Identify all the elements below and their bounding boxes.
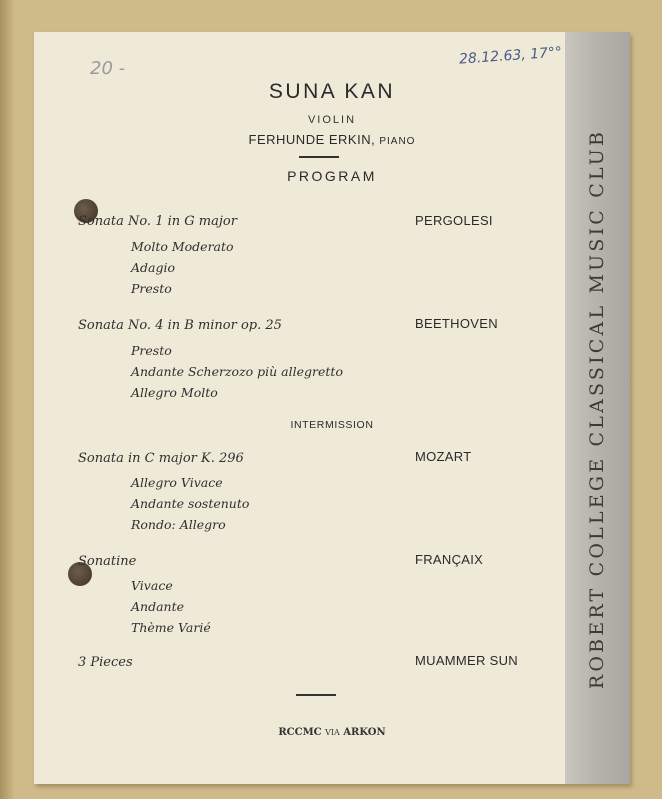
intermission-label: INTERMISSION: [290, 419, 374, 431]
work-composer: MOZART: [415, 449, 472, 464]
performer-name: SUNA KAN: [268, 80, 396, 103]
printer-right: ARKON: [343, 727, 386, 738]
scan-background: [0, 0, 14, 799]
movement: Allegro Vivace: [131, 475, 223, 490]
movement: Andante sostenuto: [131, 496, 250, 511]
performer-instrument: VIOLIN: [307, 114, 357, 126]
movement: Presto: [131, 343, 172, 358]
work-composer: BEETHOVEN: [415, 316, 498, 331]
printer-credit: [34, 727, 630, 738]
work-title: 3 Pieces: [78, 655, 133, 670]
movement: Rondo: Allegro: [131, 517, 226, 532]
movement: Andante: [131, 599, 185, 614]
work-composer: FRANÇAIX: [415, 552, 484, 567]
pencil-number: 20 -: [90, 58, 126, 79]
printer-left: RCCMC: [278, 727, 322, 738]
movement: Vivace: [131, 578, 173, 593]
movement: Thème Varié: [131, 620, 211, 635]
movement: Presto: [131, 281, 172, 296]
movement: Allegro Molto: [131, 385, 218, 400]
club-band-text: ROBERT COLLEGE CLASSICAL MUSIC CLUB: [586, 128, 608, 690]
work-title: Sonata No. 1 in G major: [78, 214, 237, 229]
work-composer: PERGOLESI: [415, 213, 493, 228]
movement: Molto Moderato: [131, 239, 234, 254]
footer-rule: [296, 694, 336, 696]
movement: Andante Scherzozo più allegretto: [131, 364, 343, 379]
work-composer: MUAMMER SUN: [415, 653, 518, 668]
program-heading: PROGRAM: [287, 168, 377, 184]
work-title: Sonatine: [78, 554, 137, 569]
accompanist-line: [34, 132, 630, 147]
work-title: Sonata in C major K. 296: [78, 451, 244, 466]
accompanist-name: FERHUNDE ERKIN,: [248, 132, 376, 147]
printer-via: VIA: [325, 728, 340, 737]
program-card: [34, 32, 630, 784]
ink-date: 28.12.63, 17°°: [458, 44, 563, 68]
accompanist-instrument: PIANO: [379, 136, 416, 147]
movement: Adagio: [131, 260, 176, 275]
work-title: Sonata No. 4 in B minor op. 25: [78, 318, 282, 333]
title-rule: [299, 156, 339, 158]
